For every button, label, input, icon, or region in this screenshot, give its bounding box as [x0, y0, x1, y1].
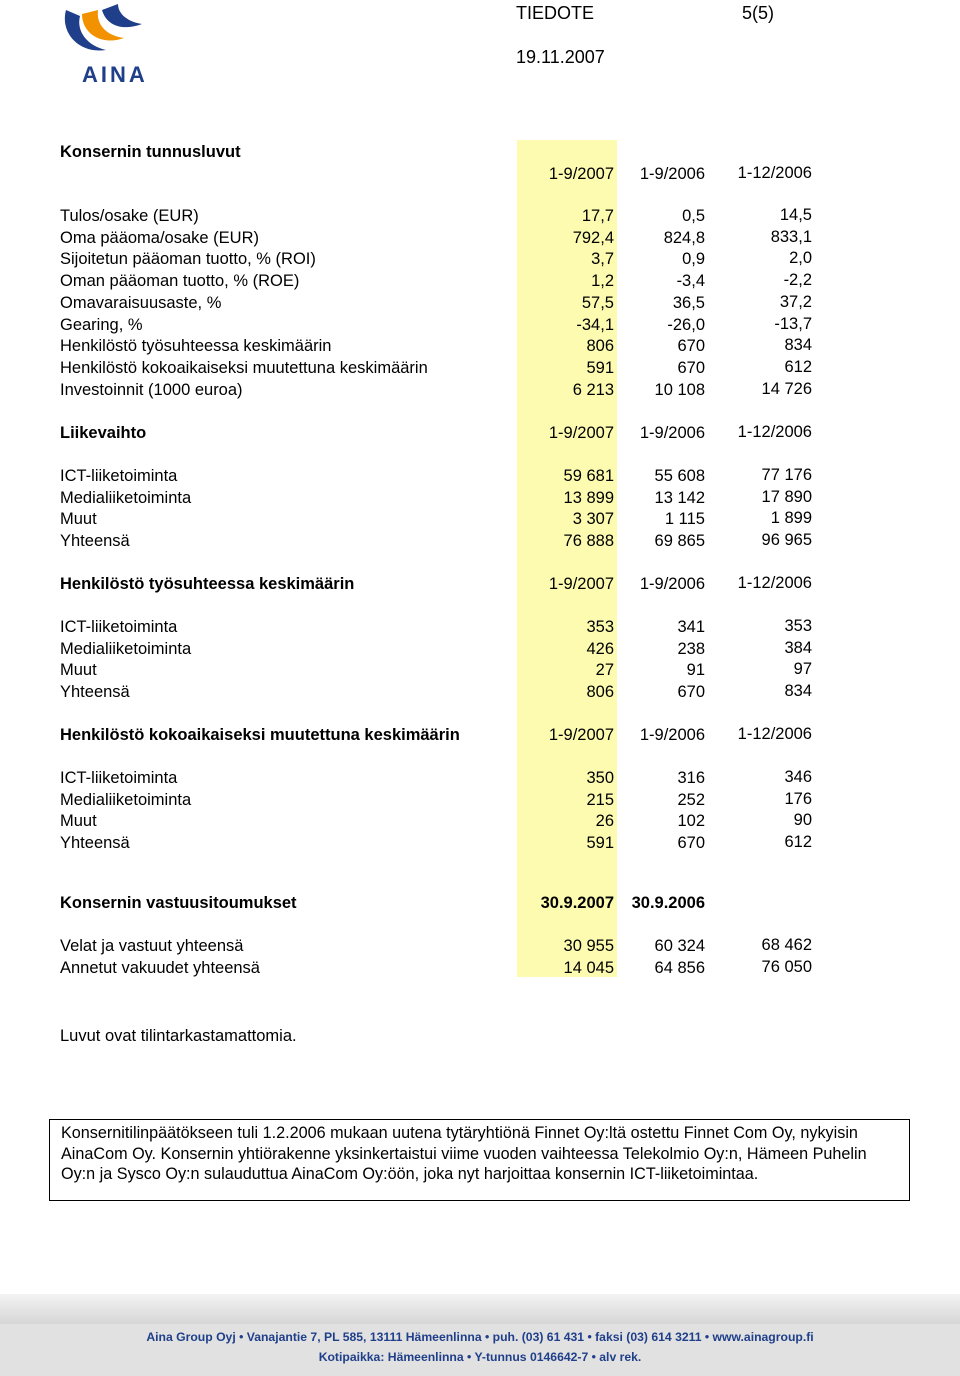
row-label: ICT-liiketoiminta — [60, 618, 178, 636]
row-value: 670 — [677, 337, 705, 356]
row-value: 1 115 — [664, 510, 705, 529]
col-header: 1-12/2006 — [737, 574, 812, 592]
row-value: 10 108 — [654, 380, 705, 399]
footer — [0, 1294, 960, 1376]
row-value: -13,7 — [774, 314, 812, 333]
col-header: 30.9.2007 — [540, 894, 614, 912]
doc-date: 19.11.2007 — [516, 47, 605, 67]
row-value: 353 — [586, 618, 614, 636]
logo-text: AINA — [82, 62, 148, 87]
row-value: 384 — [784, 638, 812, 657]
row-value: 426 — [586, 639, 614, 658]
row-value: 17 890 — [761, 487, 812, 506]
row-value: 3,7 — [591, 250, 614, 269]
revenue-title: Liikevaihto — [60, 424, 147, 442]
row-value: 353 — [784, 617, 812, 635]
row-label: Annetut vakuudet yhteensä — [60, 959, 260, 977]
col-header: 1-9/2007 — [548, 165, 614, 183]
row-label: Oma pääoma/osake (EUR) — [60, 228, 259, 247]
row-label: Medialiiketoiminta — [60, 790, 192, 809]
row-label: Henkilöstö työsuhteessa keskimäärin — [60, 337, 332, 356]
row-value: 14 726 — [761, 379, 812, 398]
row-value: 1,2 — [591, 272, 614, 291]
doc-type: TIEDOTE — [516, 3, 595, 23]
row-value: 591 — [586, 358, 614, 377]
row-value: 612 — [784, 357, 812, 376]
row-value: 102 — [677, 812, 705, 831]
row-value: 68 462 — [761, 936, 812, 954]
staff-fte-title: Henkilöstö kokoaikaiseksi muutettuna keskimäärin — [60, 726, 460, 744]
row-value: 1 899 — [770, 509, 812, 528]
row-value: 69 865 — [654, 532, 705, 551]
key-figures-title: Konsernin tunnusluvut — [60, 143, 241, 161]
footer-registration: Kotipaikka: Hämeenlinna • Y-tunnus 0146642-7 • alv rek. — [318, 1350, 642, 1364]
row-label: Medialiiketoiminta — [60, 488, 192, 507]
row-value: 77 176 — [761, 466, 812, 484]
row-value: 806 — [586, 683, 614, 702]
col-header: 30.9.2006 — [631, 894, 705, 912]
staff-title: Henkilöstö työsuhteessa keskimäärin — [60, 575, 355, 593]
row-label: Yhteensä — [60, 683, 130, 702]
row-value: 26 — [595, 812, 614, 831]
row-value: 60 324 — [654, 937, 705, 955]
row-value: 17,7 — [581, 207, 614, 225]
row-label: Tulos/osake (EUR) — [60, 207, 199, 225]
row-value: 670 — [677, 358, 705, 377]
row-label: Velat ja vastuut yhteensä — [60, 937, 244, 955]
row-value: 834 — [784, 682, 812, 701]
col-header: 1-9/2007 — [548, 424, 614, 442]
row-value: 13 899 — [563, 488, 614, 507]
row-value: 76 888 — [563, 532, 614, 551]
aina-logo — [58, 2, 148, 90]
row-value: 59 681 — [563, 467, 614, 485]
row-label: Oman pääoman tuotto, % (ROE) — [60, 272, 300, 291]
row-value: 316 — [677, 769, 705, 787]
row-value: -3,4 — [676, 272, 705, 291]
row-label: Omavaraisuusaste, % — [60, 293, 222, 312]
row-label: Henkilöstö kokoaikaiseksi muutettuna keskimäärin — [60, 358, 428, 377]
row-value: 2,0 — [789, 249, 812, 268]
row-label: ICT-liiketoiminta — [60, 467, 178, 485]
row-value: 6 213 — [572, 380, 614, 399]
col-header: 1-9/2006 — [639, 575, 705, 593]
row-value: 176 — [784, 789, 812, 808]
row-value: 14 045 — [563, 959, 614, 977]
row-label: Muut — [60, 812, 97, 831]
info-box-text: Konsernitilinpäätökseen tuli 1.2.2006 mukaan uutena tytäryhtiönä Finnet Oy:ltä ostettu Finnet Com Oy, nykyisin AinaCom Oy. Konsernin yhtiörakenne yksinkertaistui viime vuoden vaihteessa Telekolmio Oy:n, Hämeen Puhelin Oy:n ja Sysco Oy:n sulauduttua AinaCom Oy:öön, joka nyt harjoittaa konsernin ICT-liiketoimintaa. — [61, 1124, 867, 1183]
row-value: 670 — [677, 683, 705, 702]
row-value: 824,8 — [663, 228, 705, 247]
col-header: 1-9/2006 — [639, 165, 705, 183]
row-value: 3 307 — [572, 510, 614, 529]
row-value: 341 — [677, 618, 705, 636]
col-header: 1-9/2007 — [548, 575, 614, 593]
row-value: 238 — [677, 639, 705, 658]
row-value: 36,5 — [672, 293, 705, 312]
row-value: 806 — [586, 337, 614, 356]
row-value: 612 — [784, 833, 812, 852]
col-header: 1-9/2006 — [639, 726, 705, 744]
row-value: 792,4 — [572, 228, 614, 247]
col-header: 1-12/2006 — [737, 725, 812, 743]
row-value: 834 — [784, 336, 812, 355]
commitments-title: Konsernin vastuusitoumukset — [60, 894, 297, 912]
row-value: 346 — [784, 768, 812, 786]
row-value: 96 965 — [761, 531, 812, 550]
logo-swoosh-icon — [58, 2, 148, 62]
row-value: 76 050 — [761, 958, 812, 976]
row-value: 64 856 — [654, 959, 705, 977]
row-value: 350 — [586, 769, 614, 787]
row-value: 27 — [595, 661, 614, 680]
row-value: 0,5 — [682, 207, 705, 225]
row-label: Yhteensä — [60, 532, 130, 551]
row-label: Muut — [60, 661, 97, 680]
row-value: 833,1 — [770, 227, 812, 246]
row-value: 252 — [677, 790, 705, 809]
row-label: Investoinnit (1000 euroa) — [60, 380, 243, 399]
row-value: -26,0 — [667, 315, 705, 334]
row-label: Medialiiketoiminta — [60, 639, 192, 658]
unaudited-note: Luvut ovat tilintarkastamattomia. — [60, 1027, 297, 1045]
row-label: Gearing, % — [60, 315, 143, 334]
row-value: 37,2 — [779, 292, 812, 311]
info-box — [49, 1119, 910, 1201]
footer-address: Aina Group Oyj • Vanajantie 7, PL 585, 13111 Hämeenlinna • puh. (03) 61 431 • faksi (03) 614 3211 • www.ainagroup.fi — [146, 1330, 814, 1344]
row-value: 90 — [793, 811, 812, 830]
row-value: 57,5 — [581, 293, 614, 312]
row-value: 14,5 — [779, 206, 812, 224]
row-label: Sijoitetun pääoman tuotto, % (ROI) — [60, 250, 316, 269]
col-header: 1-9/2007 — [548, 726, 614, 744]
row-value: -34,1 — [576, 315, 614, 334]
row-value: 591 — [586, 834, 614, 853]
row-value: 91 — [686, 661, 705, 680]
row-value: 55 608 — [654, 467, 705, 485]
row-value: -2,2 — [783, 271, 812, 290]
row-value: 30 955 — [563, 937, 614, 955]
row-value: 13 142 — [654, 488, 705, 507]
row-value: 670 — [677, 834, 705, 853]
row-label: Muut — [60, 510, 97, 529]
col-header: 1-12/2006 — [737, 423, 812, 441]
col-header: 1-9/2006 — [639, 424, 705, 442]
row-label: Yhteensä — [60, 834, 130, 853]
col-header: 1-12/2006 — [737, 164, 812, 182]
row-value: 0,9 — [682, 250, 705, 269]
page-number: 5(5) — [742, 3, 775, 23]
row-value: 97 — [793, 660, 812, 679]
row-value: 215 — [586, 790, 614, 809]
row-label: ICT-liiketoiminta — [60, 769, 178, 787]
